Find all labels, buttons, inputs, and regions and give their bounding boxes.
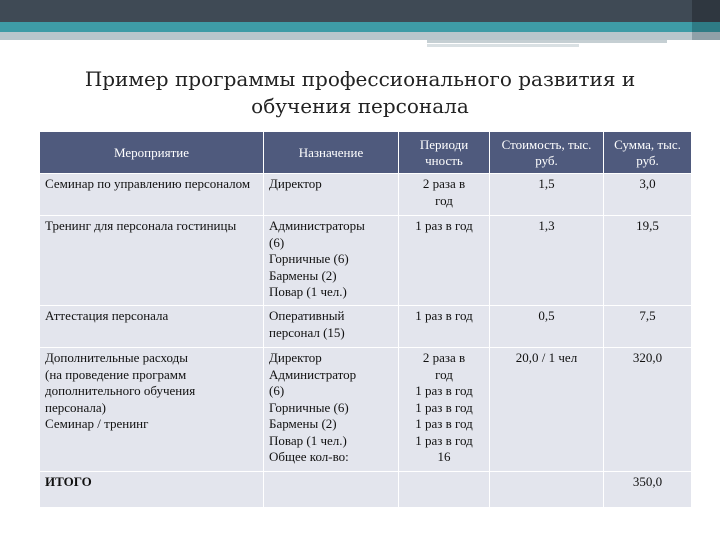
cell-line: Оперативный — [269, 308, 345, 323]
cell-line: год — [435, 366, 453, 382]
training-program-table — [39, 131, 692, 508]
cell-line: Семинар / тренинг — [45, 416, 149, 431]
top-band-dark-corner — [692, 0, 720, 22]
cell-empty — [490, 472, 604, 508]
cell-purpose — [264, 216, 399, 306]
table-row — [40, 348, 692, 472]
cell-purpose — [264, 348, 399, 472]
decor-line — [427, 40, 667, 43]
cell-line: 1 раз в год — [415, 432, 473, 448]
table-row — [40, 306, 692, 348]
cell-sum: 3,0 — [604, 174, 692, 216]
cell-line: 1 раз в год — [415, 218, 473, 233]
cell-purpose — [264, 306, 399, 348]
top-band-teal-corner — [692, 22, 720, 32]
cell-line: дополнительного обучения — [45, 383, 196, 398]
cell-line: Бармены (2) — [269, 267, 337, 283]
cell-line: персонала) — [45, 399, 106, 415]
cell-line: 2 раза в — [422, 350, 466, 365]
cell-line: 1 раз в год — [415, 308, 473, 323]
table-row — [40, 174, 692, 216]
cell-event — [40, 348, 264, 472]
top-band-dark — [0, 0, 720, 22]
column-header-sum: Сумма, тыс. руб. — [604, 132, 692, 174]
cell-line: (на проведение программ — [45, 366, 187, 382]
top-band-light — [0, 32, 692, 40]
cell-sum: 320,0 — [604, 348, 692, 472]
column-header-purpose: Назначение — [264, 132, 399, 174]
cell-line: 1 раз в год — [415, 383, 473, 398]
cell-line: Бармены (2) — [269, 416, 337, 431]
cell-cost: 1,3 — [490, 216, 604, 306]
cell-line: 16 — [437, 449, 451, 464]
cell-cost: 20,0 / 1 чел — [490, 348, 604, 472]
cell-line: Общее кол-во: — [269, 449, 349, 464]
cell-periodicity — [399, 306, 490, 348]
cell-purpose — [264, 174, 399, 216]
table-total-row — [40, 472, 692, 508]
cell-periodicity — [399, 174, 490, 216]
cell-line: Директор — [269, 176, 322, 191]
cell-sum: 7,5 — [604, 306, 692, 348]
cell-periodicity — [399, 216, 490, 306]
top-band-teal — [0, 22, 692, 32]
cell-line: Администраторы — [269, 218, 365, 233]
total-label: ИТОГО — [40, 472, 264, 508]
cell-line: 1 раз в год — [415, 416, 473, 431]
total-sum: 350,0 — [604, 472, 692, 508]
cell-line: (6) — [269, 234, 285, 250]
column-header-event: Мероприятие — [40, 132, 264, 174]
cell-empty — [399, 472, 490, 508]
cell-line: 1 раз в год — [415, 399, 473, 415]
cell-cost: 0,5 — [490, 306, 604, 348]
cell-line: Горничные (6) — [269, 251, 349, 266]
cell-line: Горничные (6) — [269, 399, 349, 415]
cell-event: Аттестация персонала — [40, 306, 264, 348]
table-row — [40, 216, 692, 306]
top-band-light-corner — [692, 32, 720, 40]
cell-line: Повар (1 чел.) — [269, 284, 347, 299]
cell-sum: 19,5 — [604, 216, 692, 306]
cell-line: (6) — [269, 383, 285, 398]
column-header-cost: Стоимость, тыс. руб. — [490, 132, 604, 174]
cell-line: Повар (1 чел.) — [269, 432, 347, 448]
cell-event: Тренинг для персонала гостиницы — [40, 216, 264, 306]
slide-title-line: Пример программы профессионального развития и — [84, 67, 636, 91]
table-header-row — [40, 132, 692, 174]
cell-line: персонал (15) — [269, 324, 345, 340]
cell-event: Семинар по управлению персоналом — [40, 174, 264, 216]
slide-title-line: обучения персонала — [251, 94, 469, 118]
cell-line: Дополнительные расходы — [45, 350, 188, 365]
cell-line: 2 раза в — [422, 176, 466, 191]
cell-line: год — [435, 192, 453, 208]
cell-cost: 1,5 — [490, 174, 604, 216]
cell-empty — [264, 472, 399, 508]
cell-line: Директор — [269, 350, 322, 365]
cell-line: Администратор — [269, 366, 357, 382]
cell-periodicity — [399, 348, 490, 472]
column-header-periodicity: Периоди чность — [399, 132, 490, 174]
slide-title — [60, 66, 660, 120]
decor-line — [427, 44, 579, 47]
